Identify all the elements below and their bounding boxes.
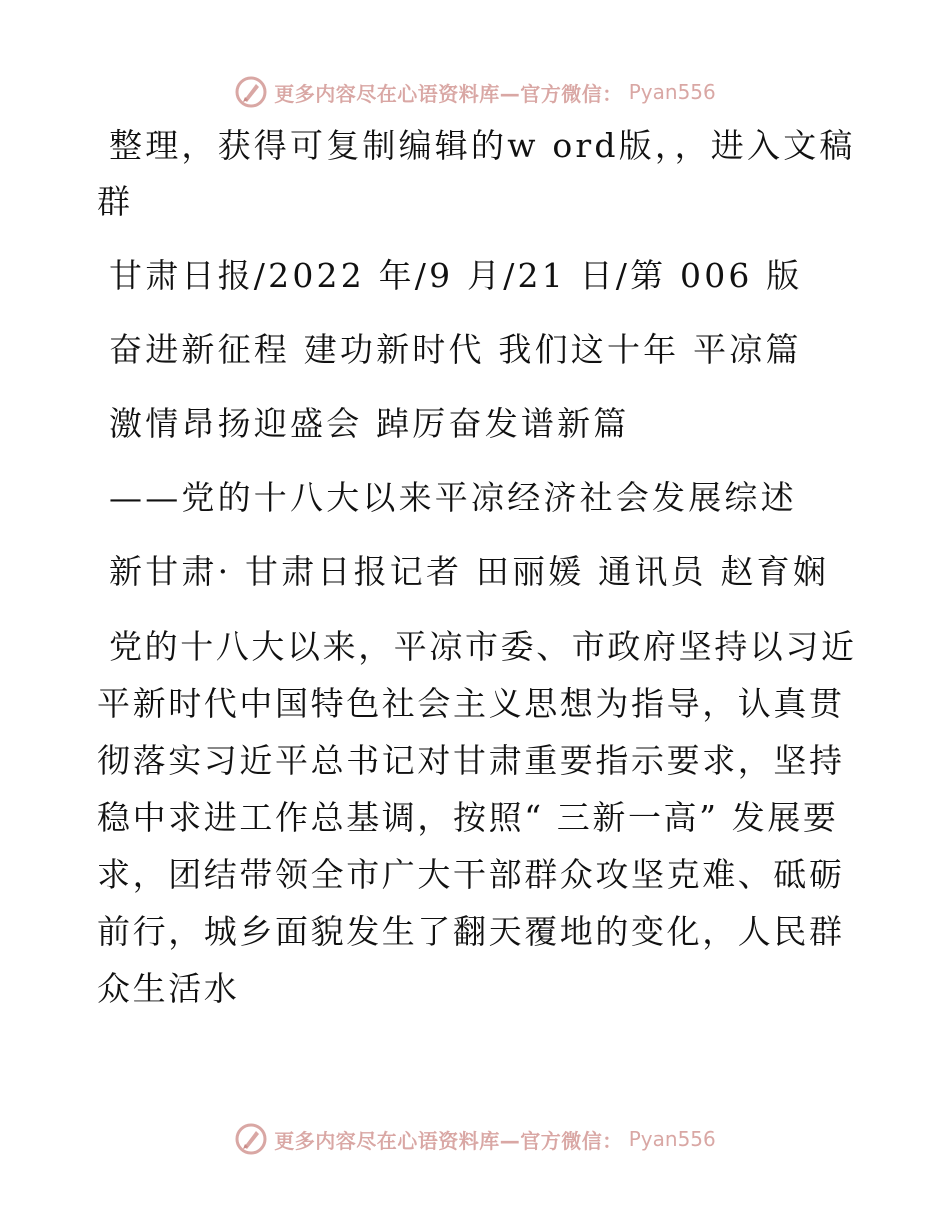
watermark-text: 更多内容尽在心语资料库—官方微信： bbox=[274, 81, 623, 106]
doc-paragraph-series-title: 奋进新征程 建功新时代 我们这十年 平凉篇 bbox=[109, 330, 802, 369]
doc-paragraph-source: 甘肃日报/2022 年/9 月/21 日/第 006 版 bbox=[109, 256, 803, 295]
watermark-wechat-id: Pyan556 bbox=[628, 80, 716, 104]
doc-paragraph-notice: 整理，获得可复制编辑的w ord版，，进入文稿群 bbox=[97, 126, 856, 221]
doc-paragraph-headline: 激情昂扬迎盛会 踔厉奋发谱新篇 bbox=[109, 404, 630, 443]
watermark-text: 更多内容尽在心语资料库—官方微信： bbox=[274, 1128, 623, 1153]
footer-watermark bbox=[0, 1119, 950, 1159]
doc-paragraph-byline: 新甘肃· 甘肃日报记者 田丽媛 通讯员 赵育娴 bbox=[109, 552, 830, 591]
doc-paragraph-body: 党的十八大以来，平凉市委、市政府坚持以习近平新时代中国特色社会主义思想为指导，认真贯彻落实习近平总书记对甘肃重要指示要求，坚持稳中求进工作总基调，按照“ 三新一高” 发展要求，团结带领全市广大干部群众攻坚克难、砥砺前行，城乡面貌发生了翻天覆地的变化，人民群众生活水 bbox=[97, 627, 857, 1008]
pen-logo-icon bbox=[234, 1122, 268, 1156]
watermark-wechat-id: Pyan556 bbox=[628, 1127, 716, 1151]
header-watermark bbox=[0, 72, 950, 112]
document-body bbox=[97, 118, 857, 1035]
doc-paragraph-subheadline: ——党的十八大以来平凉经济社会发展综述 bbox=[109, 478, 797, 517]
pen-logo-icon bbox=[234, 75, 268, 109]
